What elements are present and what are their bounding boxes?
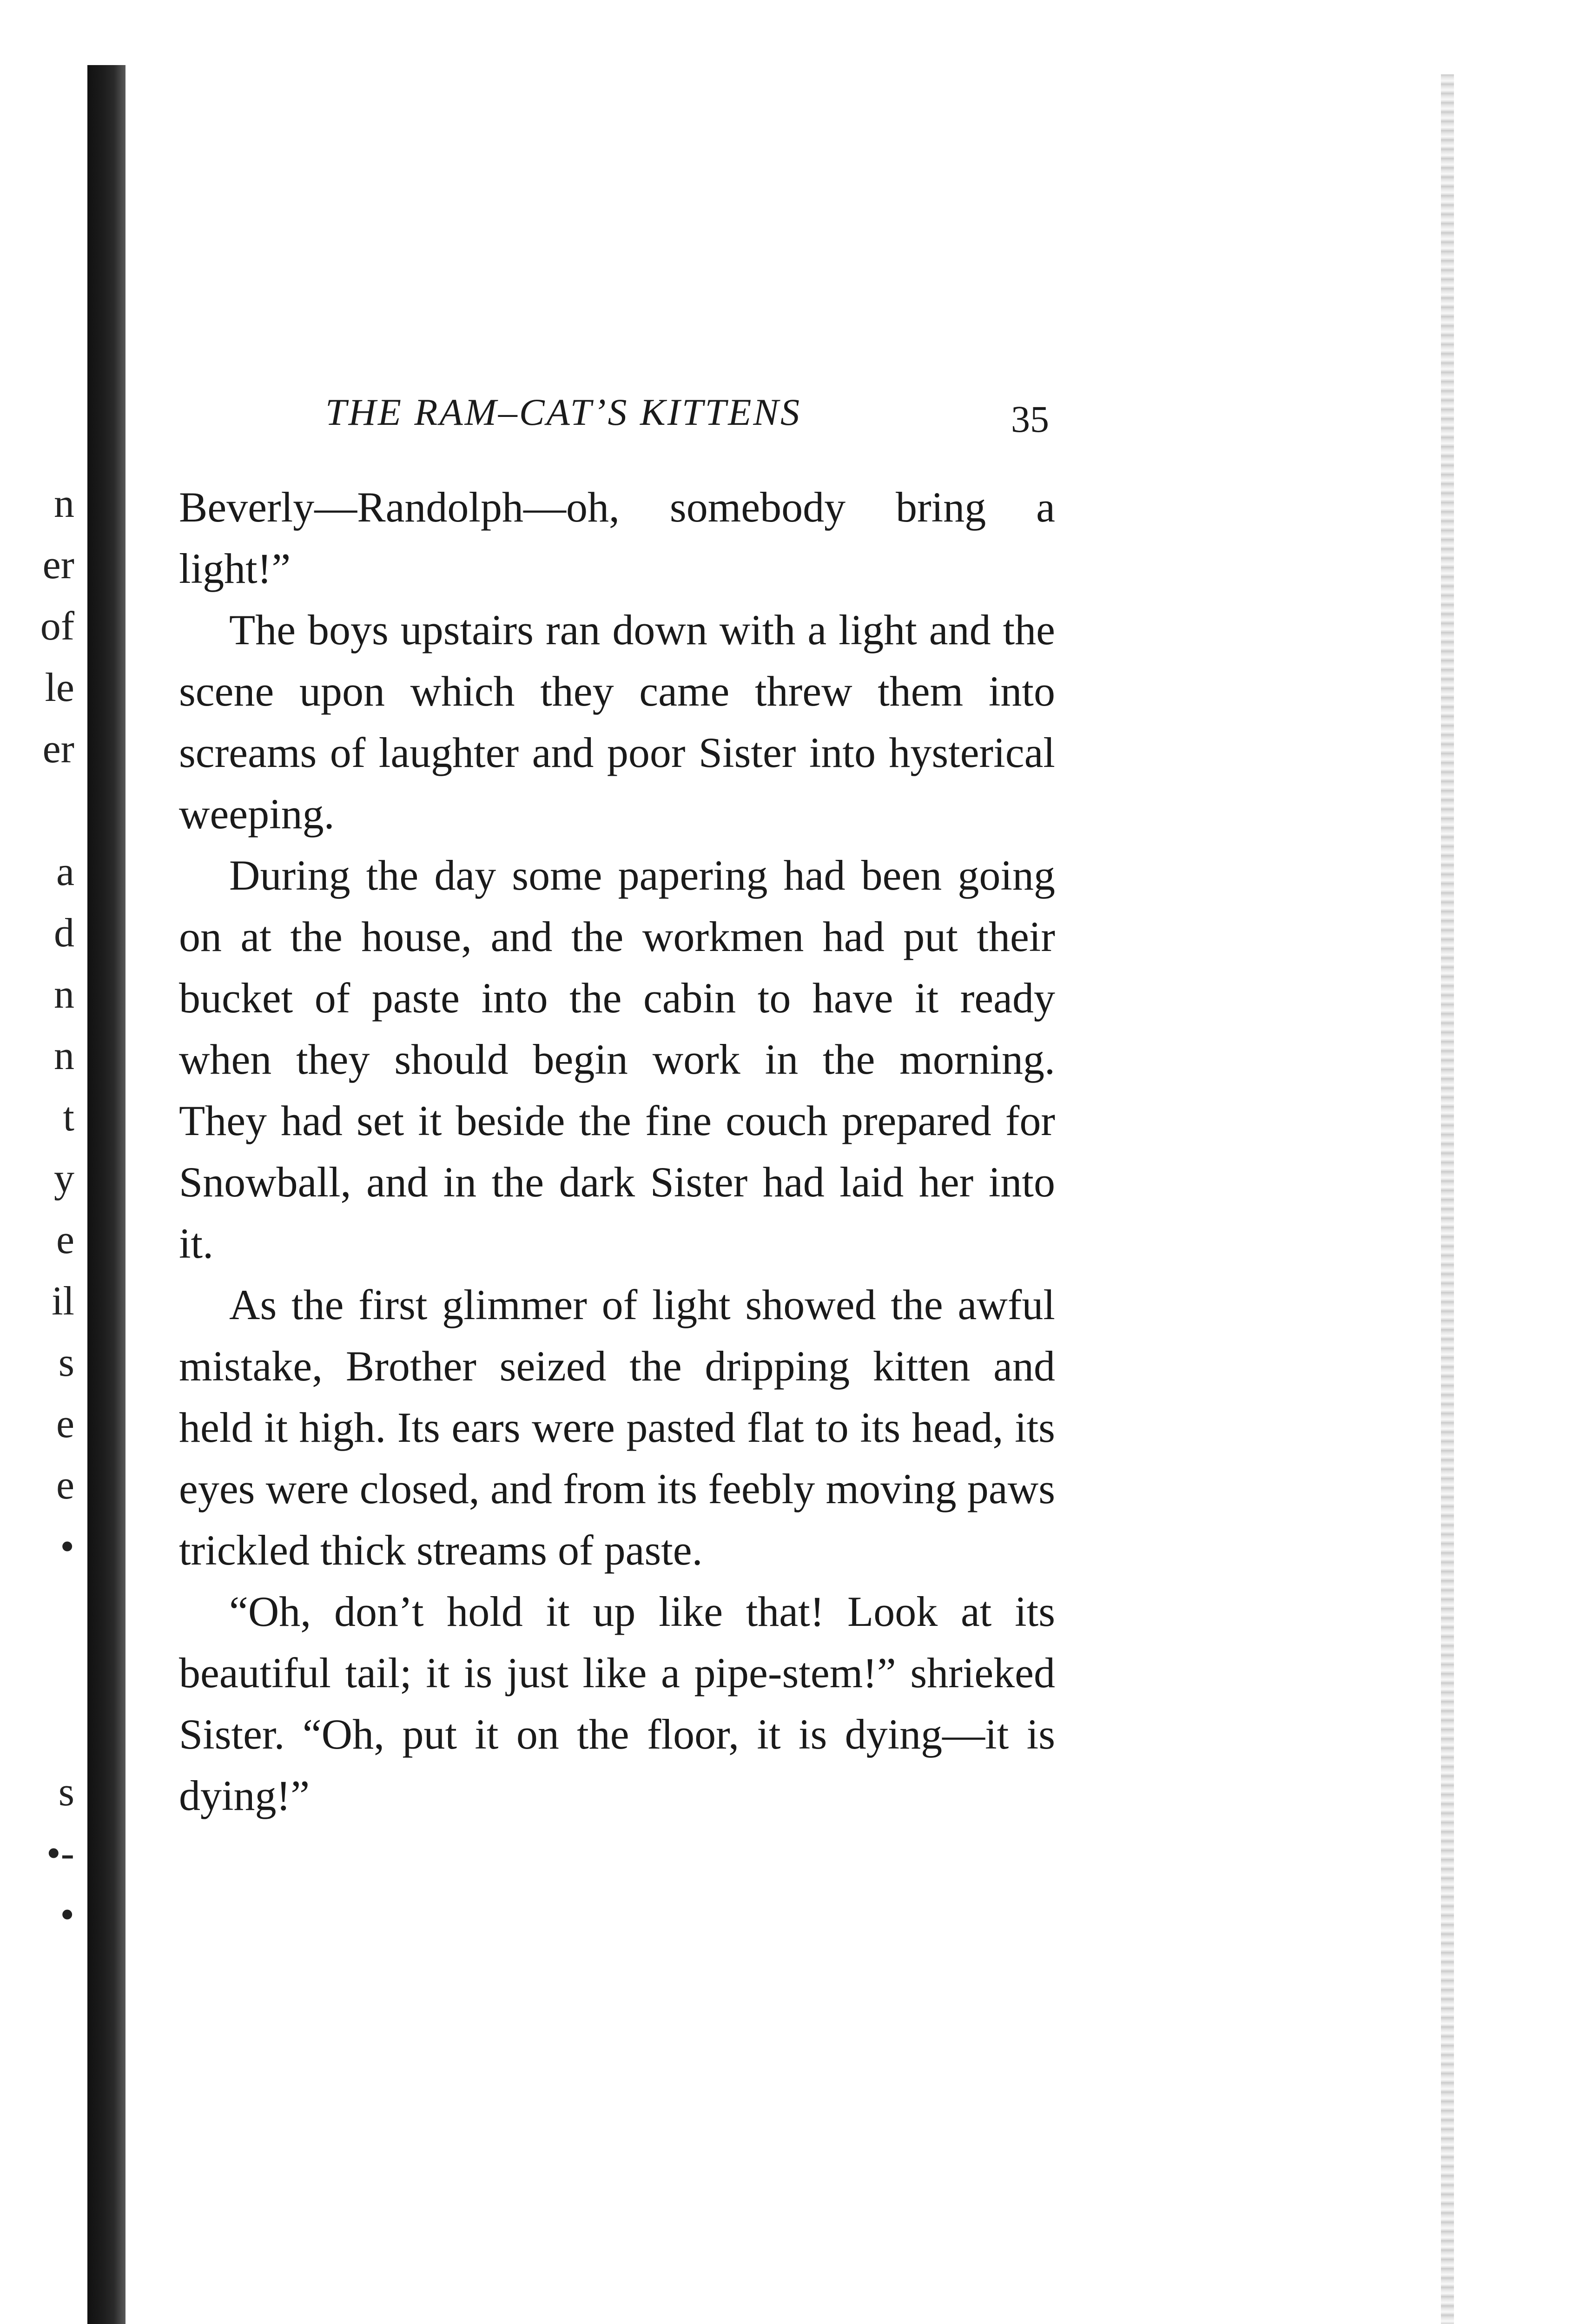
bleed-fragment: e xyxy=(56,1217,74,1262)
page-number: 35 xyxy=(1011,398,1049,440)
bleed-fragment: s xyxy=(58,1769,74,1815)
bleed-fragment: • xyxy=(60,1892,74,1937)
bleed-fragment: e xyxy=(56,1401,74,1446)
bleed-fragment: •- xyxy=(46,1831,74,1876)
body-text xyxy=(179,476,1055,1826)
binding-gutter xyxy=(87,65,126,2324)
paragraph: During the day some papering had been going on at the house, and the workmen had put their bucket of paste into the cabin to have it ready when they should begin work in the morning. They had set it beside the fine couch prepared for Snowball, and in the dark Sister had laid her into it. xyxy=(179,852,1055,1267)
bleed-fragment: e xyxy=(56,1463,74,1508)
bleed-fragment: a xyxy=(56,849,74,894)
bleed-fragment: d xyxy=(54,911,74,956)
bleed-fragment: y xyxy=(54,1156,74,1201)
bleed-fragment: le xyxy=(45,665,74,710)
bleed-fragment: n xyxy=(54,481,74,526)
bleed-fragment: • xyxy=(60,1524,74,1569)
running-head: THE RAM–CAT’S KITTENS xyxy=(325,391,802,433)
bleed-fragment: er xyxy=(42,542,74,588)
paragraph: As the first glimmer of light showed the awful mistake, Brother seized the dripping kitten and held it high. Its ears were pasted flat to its head, its eyes were closed, and from its feebly moving paws trickled thick streams of paste. xyxy=(179,1281,1055,1574)
bleed-fragment: n xyxy=(54,972,74,1017)
bleed-fragment: n xyxy=(54,1033,74,1078)
bleed-fragment: il xyxy=(52,1279,74,1324)
facing-page-bleed xyxy=(0,0,84,2324)
paragraph: Beverly—Randolph—oh, somebody bring a light!” xyxy=(179,483,1055,592)
bleed-fragment: er xyxy=(42,726,74,772)
paragraph: “Oh, don’t hold it up like that! Look at its beautiful tail; it is just like a pipe-stem!” shrieked Sister. “Oh, put it on the floor, it is dying—it is dying!” xyxy=(179,1588,1055,1819)
page-edge-shadow xyxy=(1441,74,1454,2324)
bleed-fragment: of xyxy=(40,604,74,649)
paragraph: The boys upstairs ran down with a light and the scene upon which they came threw them into screams of laughter and poor Sister into hysterical weeping. xyxy=(179,606,1055,838)
bleed-fragment: t xyxy=(63,1095,74,1140)
bleed-fragment: s xyxy=(58,1340,74,1385)
